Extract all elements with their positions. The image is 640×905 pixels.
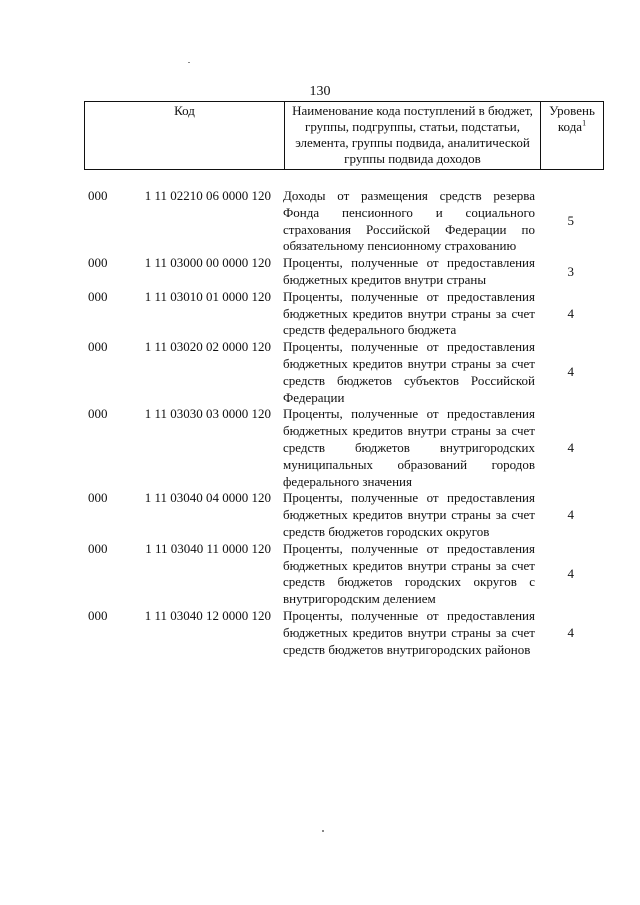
- row-code-cell: [84, 289, 283, 339]
- table-body: [84, 188, 582, 658]
- row-budget-code: 1 11 03000 00 0000 120: [144, 255, 271, 271]
- row-budget-code: 1 11 03040 12 0000 120: [144, 607, 271, 623]
- row-budget-code: 1 11 02210 06 0000 120: [144, 188, 271, 203]
- row-group-code: 000: [88, 607, 108, 623]
- scan-speck: [188, 62, 190, 63]
- row-code-cell: [84, 490, 283, 540]
- row-level: 5: [567, 213, 574, 229]
- row-name: Проценты, полученные от предоставления бюджетных кредитов внутри страны за счет средств бюджетов городских округов с внутригородским делением: [283, 540, 535, 607]
- row-name: Проценты, полученные от предоставления бюджетных кредитов внутри страны за счет средств бюджетов субъектов Российской Федерации: [283, 339, 535, 405]
- row-level: 4: [567, 364, 574, 380]
- row-group-code: 000: [88, 339, 108, 355]
- header-level: [541, 102, 604, 170]
- table-header: [84, 101, 604, 170]
- row-budget-code: 1 11 03040 11 0000 120: [145, 540, 271, 556]
- row-budget-code: 1 11 03010 01 0000 120: [144, 288, 271, 304]
- scan-speck: [322, 830, 324, 832]
- row-group-code: 000: [88, 490, 108, 506]
- row-budget-code: 1 11 03020 02 0000 120: [144, 339, 271, 355]
- row-budget-code: 1 11 03040 04 0000 120: [144, 490, 271, 506]
- header-name: Наименование кода поступлений в бюджет, группы, подгруппы, статьи, подстатьи, элемента, группы подвида, аналитической группы подвида доходов: [285, 102, 541, 170]
- row-group-code: 000: [88, 406, 108, 422]
- row-level: 4: [567, 565, 574, 581]
- page-number: 130: [309, 84, 331, 99]
- table-row: [84, 188, 582, 255]
- row-name: Проценты, полученные от предоставления бюджетных кредитов внутри страны за счет средств бюджетов внутригородских районов: [283, 607, 535, 657]
- table-row: [84, 608, 582, 658]
- row-code-cell: [84, 339, 283, 406]
- row-level: 4: [567, 305, 574, 321]
- row-group-code: 000: [88, 255, 108, 271]
- table-row: [84, 289, 582, 339]
- header-row: [85, 102, 604, 170]
- row-name: Проценты, полученные от предоставления бюджетных кредитов внутри страны за счет средств федерального бюджета: [283, 288, 535, 338]
- row-code-cell: [84, 255, 283, 289]
- row-code-cell: [84, 406, 283, 490]
- row-group-code: 000: [88, 540, 108, 556]
- header-code: Код: [85, 102, 285, 170]
- row-name: Проценты, полученные от предоставления бюджетных кредитов внутри страны: [283, 255, 535, 287]
- table-row: [84, 490, 582, 540]
- row-group-code: 000: [88, 188, 108, 203]
- row-name: Проценты, полученные от предоставления бюджетных кредитов внутри страны за счет средств бюджетов городских округов: [283, 490, 535, 539]
- table-row: [84, 255, 582, 289]
- row-level: 3: [567, 263, 574, 279]
- row-code-cell: [84, 188, 283, 255]
- row-level: 4: [567, 439, 574, 455]
- header-level-label: Уровень кода: [549, 103, 595, 134]
- row-name: Доходы от размещения средств резерва Фонда пенсионного и социального страхования Российской Федерации по обязательному пенсионному страхованию: [283, 188, 535, 254]
- footnote-marker: 1: [582, 118, 587, 128]
- row-group-code: 000: [88, 288, 108, 304]
- row-code-cell: [84, 541, 283, 608]
- row-level: 4: [567, 624, 574, 640]
- row-name: Проценты, полученные от предоставления бюджетных кредитов внутри страны за счет средств бюджетов внутригородских муниципальных образований городов федерального значения: [283, 406, 535, 489]
- table-row: [84, 339, 582, 406]
- table-row: [84, 541, 582, 608]
- table-row: [84, 406, 582, 490]
- row-code-cell: [84, 608, 283, 658]
- row-budget-code: 1 11 03030 03 0000 120: [144, 406, 271, 422]
- row-level: 4: [567, 507, 574, 523]
